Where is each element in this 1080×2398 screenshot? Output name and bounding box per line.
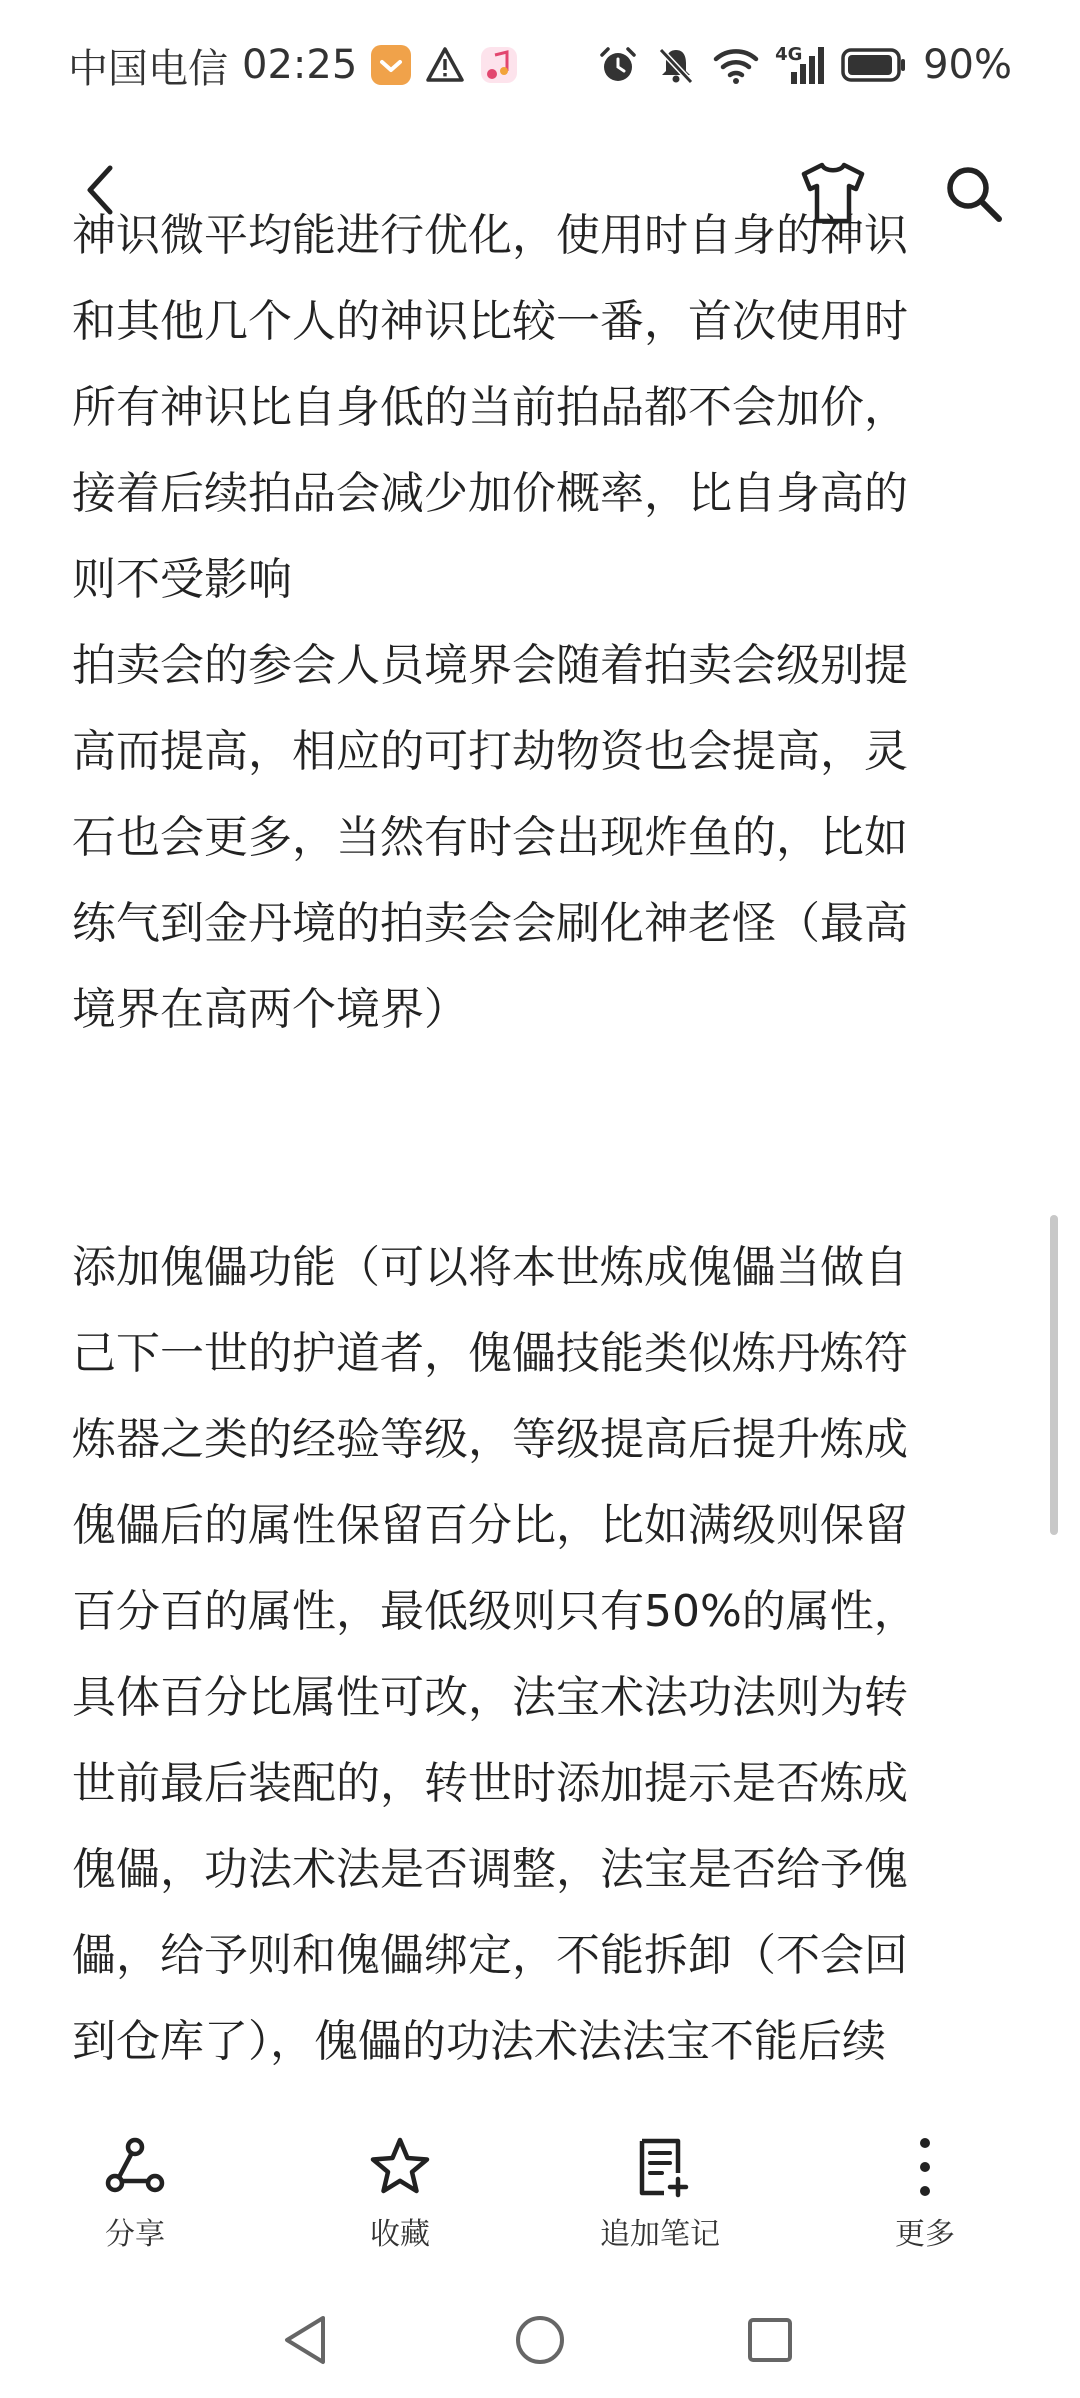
text-line: 石也会更多，当然有时会出现炸鱼的，比如 bbox=[72, 812, 908, 863]
paragraph-spacer bbox=[72, 1053, 972, 1225]
note-text bbox=[72, 193, 972, 2085]
mute-icon bbox=[655, 44, 697, 86]
share-icon bbox=[103, 2135, 167, 2199]
note-content bbox=[0, 210, 1080, 2080]
app-notification-icon bbox=[371, 45, 411, 85]
warning-icon bbox=[425, 45, 465, 85]
text-line: 傀儡后的属性保留百分比，比如满级则保留 bbox=[72, 1500, 908, 1551]
add-note-label: 追加笔记 bbox=[600, 2217, 720, 2252]
more-button[interactable] bbox=[835, 2135, 1015, 2255]
text-line: 傀儡，功法术法是否调整，法宝是否给予傀 bbox=[72, 1844, 908, 1895]
text-line: 练气到金丹境的拍卖会会刷化神老怪（最高 bbox=[72, 898, 908, 949]
add-note-icon bbox=[628, 2135, 692, 2199]
text-line: 儡，给予则和傀儡绑定，不能拆卸（不会回 bbox=[72, 1930, 908, 1981]
triangle-back-icon bbox=[279, 2312, 331, 2368]
text-line: 神识微平均能进行优化，使用时自身的神识 bbox=[72, 210, 908, 261]
music-app-icon bbox=[479, 45, 519, 85]
text-line: 和其他几个人的神识比较一番，首次使用时 bbox=[72, 296, 908, 347]
status-left bbox=[68, 37, 519, 94]
status-right bbox=[597, 42, 1012, 88]
cellular-signal-icon bbox=[775, 44, 825, 86]
star-icon bbox=[368, 2135, 432, 2199]
more-vertical-icon bbox=[893, 2135, 957, 2199]
status-bar bbox=[0, 0, 1080, 130]
text-line: 世前最后装配的，转世时添加提示是否炼成 bbox=[72, 1758, 908, 1809]
text-line: 具体百分比属性可改，法宝术法功法则为转 bbox=[72, 1672, 908, 1723]
text-line: 高而提高，相应的可打劫物资也会提高，灵 bbox=[72, 726, 908, 777]
square-recents-icon bbox=[744, 2314, 796, 2366]
text-line: 所有神识比自身低的当前拍品都不会加价， bbox=[72, 382, 908, 433]
text-line: 境界在高两个境界） bbox=[72, 984, 468, 1035]
favorite-button[interactable] bbox=[310, 2135, 490, 2255]
carrier-name: 中国电信 bbox=[68, 45, 228, 92]
scrollbar-thumb[interactable] bbox=[1050, 1215, 1058, 1535]
clock-time: 02:25 bbox=[242, 42, 358, 88]
text-line: 炼器之类的经验等级，等级提高后提升炼成 bbox=[72, 1414, 908, 1465]
alarm-icon bbox=[597, 44, 639, 86]
favorite-label: 收藏 bbox=[370, 2217, 430, 2252]
network-type-label: 4G bbox=[775, 44, 803, 65]
battery-percent: 90% bbox=[923, 42, 1012, 88]
wifi-icon bbox=[713, 45, 759, 85]
bottom-toolbar bbox=[0, 2080, 1080, 2280]
share-label: 分享 bbox=[105, 2217, 165, 2252]
more-label: 更多 bbox=[895, 2217, 955, 2252]
system-navigation-bar bbox=[0, 2280, 1080, 2398]
text-line: 到仓库了），傀儡的功法术法法宝不能后续 bbox=[72, 2016, 886, 2067]
text-line: 接着后续拍品会减少加价概率，比自身高的 bbox=[72, 468, 908, 519]
battery-icon bbox=[841, 47, 907, 83]
share-button[interactable] bbox=[45, 2135, 225, 2255]
text-line: 则不受影响 bbox=[72, 554, 292, 605]
text-line: 添加傀儡功能（可以将本世炼成傀儡当做自 bbox=[72, 1242, 908, 1293]
text-line: 百分百的属性，最低级则只有50%的属性， bbox=[72, 1586, 918, 1637]
nav-recents-button[interactable] bbox=[735, 2305, 805, 2375]
nav-home-button[interactable] bbox=[505, 2305, 575, 2375]
add-note-button[interactable] bbox=[570, 2135, 750, 2255]
circle-home-icon bbox=[512, 2312, 568, 2368]
text-line: 拍卖会的参会人员境界会随着拍卖会级别提 bbox=[72, 640, 908, 691]
nav-back-button[interactable] bbox=[270, 2305, 340, 2375]
text-line: 己下一世的护道者，傀儡技能类似炼丹炼符 bbox=[72, 1328, 908, 1379]
